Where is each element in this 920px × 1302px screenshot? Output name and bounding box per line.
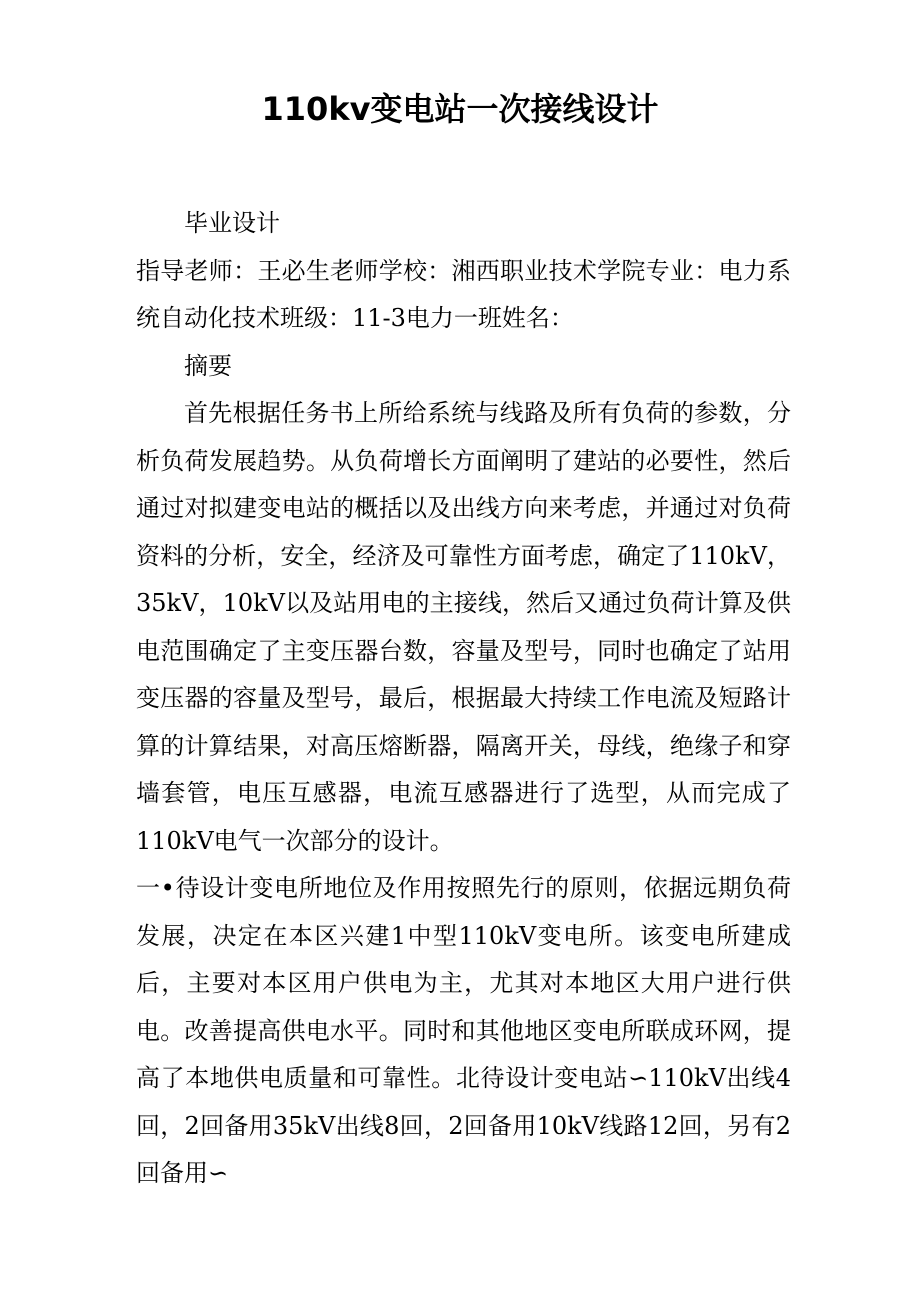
paragraph-abstract-heading: 摘要 <box>184 351 232 380</box>
paragraph-author-info: 指导老师：王必生老师学校：湘西职业技术学院专业：电力系统自动化技术班级：11-3电力一班姓名： <box>136 256 791 332</box>
paragraph-abstract-body: 首先根据任务书上所给系统与线路及所有负荷的参数，分析负荷发展趋势。从负荷增长方面阐明了建站的必要性，然后通过对拟建变电站的概括以及出线方向来考虑，并通过对负荷资料的分析，安全，经济及可靠性方面考虑，确定了110kV，35kV，10kV以及站用电的主接线，然后又通过负荷计算及供电范围确定了主变压器台数，容量及型号，同时也确定了站用变压器的容量及型号，最后，根据最大持续工作电流及短路计算的计算结果，对高压熔断器，隔离开关，母线，绝缘子和穿墙套管，电压互感器，电流互感器进行了选型，从而完成了110kV电气一次部分的设计。 <box>136 399 791 855</box>
document-body <box>136 200 791 1198</box>
paragraph-graduation-design: 毕业设计 <box>184 209 280 237</box>
paragraph-section-one: 一•待设计变电所地位及作用按照先行的原则，依据远期负荷发展，决定在本区兴建1中型110kV变电所。该变电所建成后，主要对本区用户供电为主，尤其对本地区大用户进行供电。改善提高供电水平。同时和其他地区变电所联成环网，提高了本地供电质量和可靠性。北待设计变电站∽110kV出线4回，2回备用35kV出线8回，2回备用10kV线路12回，另有2回备用∽ <box>136 874 791 1187</box>
document-title: 110kv变电站一次接线设计 <box>261 90 659 128</box>
